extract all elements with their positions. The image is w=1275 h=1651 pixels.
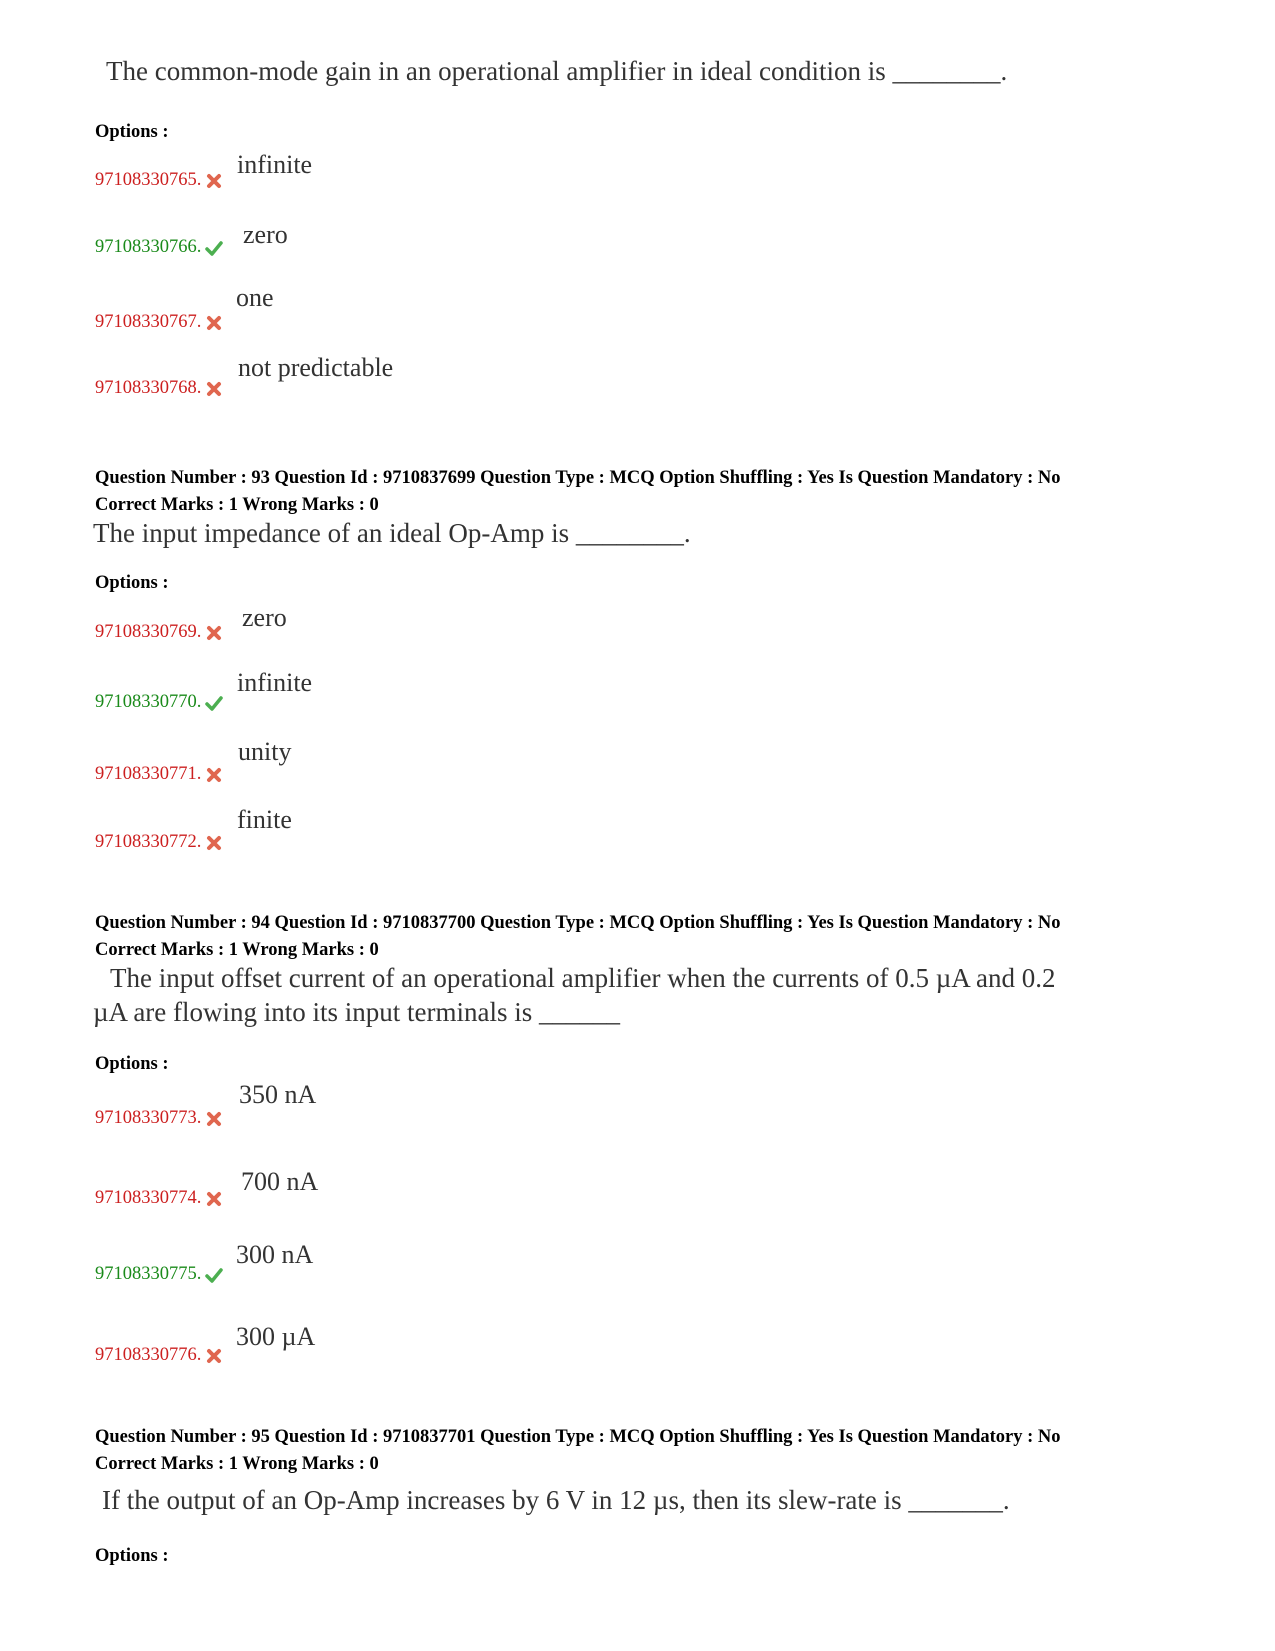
- correct-check-icon: [205, 239, 223, 257]
- option-id: 97108330767.: [95, 312, 202, 332]
- correct-check-icon: [205, 694, 223, 712]
- correct-check-icon: [205, 1266, 223, 1284]
- wrong-mark-icon: [205, 834, 223, 852]
- option-id: 97108330770.: [95, 692, 202, 712]
- question-marks: Correct Marks : 1 Wrong Marks : 0: [95, 1454, 379, 1474]
- option-id: 97108330766.: [95, 237, 202, 257]
- option-text: unity: [238, 737, 292, 766]
- option-row[interactable]: [95, 1188, 223, 1209]
- option-text: one: [236, 283, 274, 312]
- option-row[interactable]: [95, 622, 223, 643]
- option-row[interactable]: [95, 237, 223, 258]
- question-marks: Correct Marks : 1 Wrong Marks : 0: [95, 495, 379, 515]
- option-row[interactable]: [95, 692, 223, 713]
- options-label: Options :: [95, 1054, 169, 1074]
- option-text: not predictable: [238, 353, 394, 382]
- option-text: infinite: [237, 150, 313, 179]
- option-text: 700 nA: [241, 1167, 319, 1196]
- wrong-mark-icon: [205, 624, 223, 642]
- option-row[interactable]: [95, 764, 223, 785]
- question-text: The input impedance of an ideal Op-Amp is ________.: [93, 518, 691, 548]
- wrong-mark-icon: [205, 1347, 223, 1365]
- question-text: The common-mode gain in an operational amplifier in ideal condition is ________.: [106, 56, 1008, 86]
- option-id: 97108330765.: [95, 170, 202, 190]
- option-id: 97108330774.: [95, 1188, 202, 1208]
- option-row[interactable]: [95, 378, 223, 399]
- wrong-mark-icon: [205, 172, 223, 190]
- option-id: 97108330769.: [95, 622, 202, 642]
- option-text: zero: [243, 220, 288, 249]
- option-text: finite: [237, 805, 292, 834]
- option-row[interactable]: [95, 312, 223, 333]
- option-text: zero: [242, 603, 287, 632]
- option-row[interactable]: [95, 1108, 223, 1129]
- option-row[interactable]: [95, 1264, 223, 1285]
- question-text: If the output of an Op-Amp increases by 6 V in 12 µs, then its slew-rate is _______.: [102, 1485, 1010, 1515]
- question-text-line1: The input offset current of an operational amplifier when the currents of 0.5 µA and 0.2: [110, 963, 1056, 993]
- option-id: 97108330768.: [95, 378, 202, 398]
- option-id: 97108330773.: [95, 1108, 202, 1128]
- option-text: 300 nA: [236, 1240, 314, 1269]
- question-marks: Correct Marks : 1 Wrong Marks : 0: [95, 940, 379, 960]
- wrong-mark-icon: [205, 1110, 223, 1128]
- options-label: Options :: [95, 573, 169, 593]
- wrong-mark-icon: [205, 766, 223, 784]
- options-label: Options :: [95, 1546, 169, 1566]
- option-id: 97108330771.: [95, 764, 202, 784]
- wrong-mark-icon: [205, 1190, 223, 1208]
- question-text-line2: µA are flowing into its input terminals is ______: [93, 997, 621, 1027]
- wrong-mark-icon: [205, 380, 223, 398]
- option-text: 350 nA: [239, 1080, 317, 1109]
- option-id: 97108330775.: [95, 1264, 202, 1284]
- wrong-mark-icon: [205, 314, 223, 332]
- option-id: 97108330772.: [95, 832, 202, 852]
- option-text: 300 µA: [236, 1322, 316, 1351]
- question-meta: Question Number : 95 Question Id : 9710837701 Question Type : MCQ Option Shuffling : Yes Is Question Mandatory : No: [95, 1427, 1061, 1447]
- option-text: infinite: [237, 668, 313, 697]
- option-id: 97108330776.: [95, 1345, 202, 1365]
- question-meta: Question Number : 94 Question Id : 9710837700 Question Type : MCQ Option Shuffling : Yes Is Question Mandatory : No: [95, 913, 1061, 933]
- option-row[interactable]: [95, 1345, 223, 1366]
- options-label: Options :: [95, 122, 169, 142]
- question-meta: Question Number : 93 Question Id : 9710837699 Question Type : MCQ Option Shuffling : Yes Is Question Mandatory : No: [95, 468, 1061, 488]
- option-row[interactable]: [95, 170, 223, 191]
- option-row[interactable]: [95, 832, 223, 853]
